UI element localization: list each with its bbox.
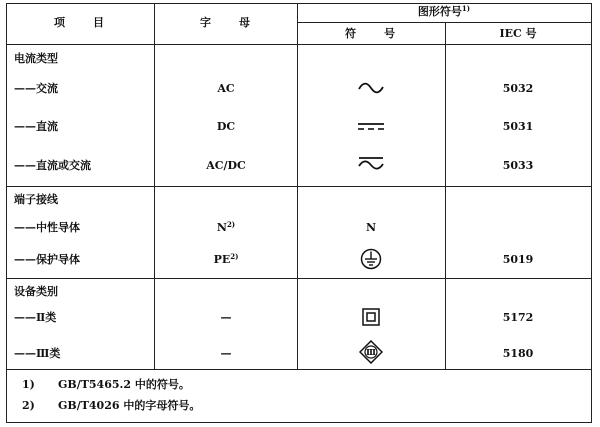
- row-neutral-symbol-text: N: [365, 221, 377, 234]
- row-acdc-letter: AC/DC: [206, 159, 246, 172]
- row-neutral-letter-value: N: [216, 221, 227, 234]
- row-protective-iec: 5019: [502, 253, 534, 266]
- row-acdc-iec: 5033: [502, 159, 534, 172]
- footnote-2-text: GB/T4026 中的字母符号。: [58, 399, 201, 412]
- section-divider-terminal: [6, 186, 592, 187]
- footnote-2-num: 2): [22, 399, 35, 412]
- class-iii-icon-label: Ⅲ: [366, 347, 376, 358]
- row-class-iii-letter: —: [220, 347, 232, 360]
- row-ac-letter: AC: [217, 82, 235, 95]
- row-acdc-item: ——直流或交流: [14, 159, 91, 172]
- header-symbol: 符 号: [345, 27, 397, 40]
- class-ii-icon: [362, 308, 380, 326]
- footnote-divider: [6, 369, 592, 370]
- row-neutral-letter: [217, 221, 235, 235]
- row-protective-letter-value: PE: [213, 253, 231, 266]
- row-class-ii-letter: —: [220, 311, 232, 324]
- row-class-iii-iec: 5180: [502, 347, 534, 360]
- section-title-current-type: 电流类型: [14, 52, 58, 65]
- row-protective-item: ——保护导体: [14, 253, 80, 266]
- section-divider-class: [6, 278, 592, 279]
- footnote-1-text: GB/T5465.2 中的符号。: [58, 378, 190, 391]
- section-title-class: 设备类别: [14, 285, 58, 298]
- row-class-ii-item: ——Ⅱ类: [14, 311, 57, 324]
- class-iii-icon: [359, 340, 383, 364]
- row-class-iii-item: ——Ⅲ类: [14, 347, 61, 360]
- protective-earth-icon: [360, 248, 382, 270]
- row-protective-letter-note: 2): [230, 252, 239, 261]
- section-title-terminal: 端子接线: [14, 193, 58, 206]
- ac-sine-icon: [358, 82, 384, 94]
- ac-dc-icon: [358, 156, 384, 170]
- dc-lines-icon: [357, 121, 385, 131]
- footnote-1-num: 1): [22, 378, 35, 391]
- column-divider-1: [154, 3, 155, 369]
- row-ac-item: ——交流: [14, 82, 58, 95]
- row-dc-letter: DC: [216, 120, 236, 133]
- column-divider-3: [445, 22, 446, 369]
- row-ac-iec: 5032: [502, 82, 534, 95]
- header-iec: IEC 号: [499, 27, 537, 40]
- header-divider: [6, 44, 592, 45]
- row-protective-letter: [214, 253, 239, 267]
- header-item: 项 目: [54, 16, 106, 29]
- row-class-ii-iec: 5172: [502, 311, 534, 324]
- header-graphic-symbol-note: 1): [461, 4, 471, 13]
- header-letter: 字 母: [200, 16, 252, 29]
- row-dc-item: ——直流: [14, 120, 58, 133]
- row-dc-iec: 5031: [502, 120, 534, 133]
- header-graphic-symbol-label: 图形符号: [417, 5, 462, 18]
- header-graphic-symbol: [418, 5, 470, 19]
- row-neutral-item: ——中性导体: [14, 221, 80, 234]
- column-divider-2: [297, 3, 298, 369]
- row-neutral-letter-note: 2): [226, 220, 236, 229]
